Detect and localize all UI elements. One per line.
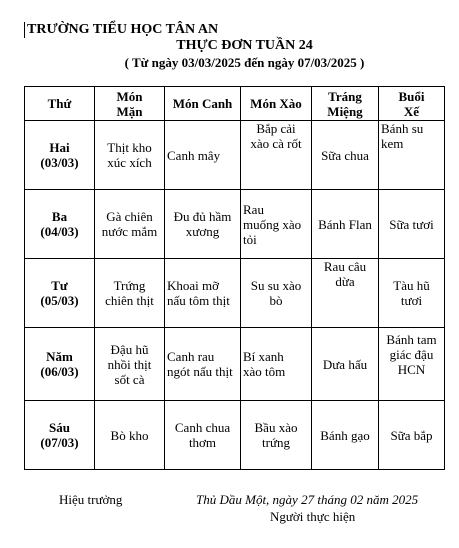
dessert-cell: Bánh Flan bbox=[312, 190, 379, 259]
main-dish-cell: Gà chiên nước mắm bbox=[95, 190, 165, 259]
day-cell: Năm (06/03) bbox=[25, 328, 95, 401]
header-main-dish: Món Mặn bbox=[95, 87, 165, 121]
snack-cell: Bánh su kem bbox=[379, 121, 445, 190]
table-row bbox=[25, 401, 445, 470]
soup-cell: Đu đủ hầm xương bbox=[165, 190, 241, 259]
stirfry-cell: Bầu xào trứng bbox=[241, 401, 312, 470]
header-dessert: Tráng Miệng bbox=[312, 87, 379, 121]
menu-title: THỰC ĐƠN TUẦN 24 bbox=[176, 38, 313, 53]
date-range: ( Từ ngày 03/03/2025 đến ngày 07/03/2025 ) bbox=[124, 55, 365, 70]
stirfry-cell: Bí xanh xào tôm bbox=[241, 328, 312, 401]
stirfry-cell: Bắp cải xào cà rốt bbox=[241, 121, 312, 190]
day-cell: Ba (04/03) bbox=[25, 190, 95, 259]
header-stirfry: Món Xào bbox=[241, 87, 312, 121]
dessert-cell: Dưa hấu bbox=[312, 328, 379, 401]
table-row bbox=[25, 328, 445, 401]
school-name: TRƯỜNG TIỂU HỌC TÂN AN bbox=[24, 22, 218, 38]
day-cell: Sáu (07/03) bbox=[25, 401, 95, 470]
soup-cell: Canh mây bbox=[165, 121, 241, 190]
header-soup: Món Canh bbox=[165, 87, 241, 121]
snack-cell: Sữa bắp bbox=[379, 401, 445, 470]
day-cell: Tư (05/03) bbox=[25, 259, 95, 328]
dessert-cell: Rau câu dừa bbox=[312, 259, 379, 328]
table-row bbox=[25, 190, 445, 259]
place-date: Thủ Dầu Một, ngày 27 tháng 02 năm 2025 bbox=[196, 492, 419, 507]
table-header-row bbox=[25, 87, 445, 121]
signer-label: Người thực hiện bbox=[270, 509, 356, 524]
soup-cell: Canh rau ngót nấu thịt bbox=[165, 328, 241, 401]
main-dish-cell: Bò kho bbox=[95, 401, 165, 470]
snack-cell: Tàu hũ tươi bbox=[379, 259, 445, 328]
main-dish-cell: Trứng chiên thịt bbox=[95, 259, 165, 328]
stirfry-cell: Rau muống xào tỏi bbox=[241, 190, 312, 259]
soup-cell: Canh chua thơm bbox=[165, 401, 241, 470]
header-day: Thứ bbox=[25, 87, 95, 121]
soup-cell: Khoai mỡ nấu tôm thịt bbox=[165, 259, 241, 328]
stirfry-cell: Su su xào bò bbox=[241, 259, 312, 328]
dessert-cell: Sữa chua bbox=[312, 121, 379, 190]
principal-label: Hiệu trưởng bbox=[59, 492, 123, 507]
header-snack: Buổi Xế bbox=[379, 87, 445, 121]
snack-cell: Bánh tam giác đậu HCN bbox=[379, 328, 445, 401]
day-cell: Hai (03/03) bbox=[25, 121, 95, 190]
snack-cell: Sữa tươi bbox=[379, 190, 445, 259]
table-row bbox=[25, 121, 445, 190]
weekly-menu-table bbox=[24, 86, 445, 470]
main-dish-cell: Đậu hũ nhồi thịt sốt cà bbox=[95, 328, 165, 401]
dessert-cell: Bánh gạo bbox=[312, 401, 379, 470]
main-dish-cell: Thịt kho xúc xích bbox=[95, 121, 165, 190]
table-row bbox=[25, 259, 445, 328]
